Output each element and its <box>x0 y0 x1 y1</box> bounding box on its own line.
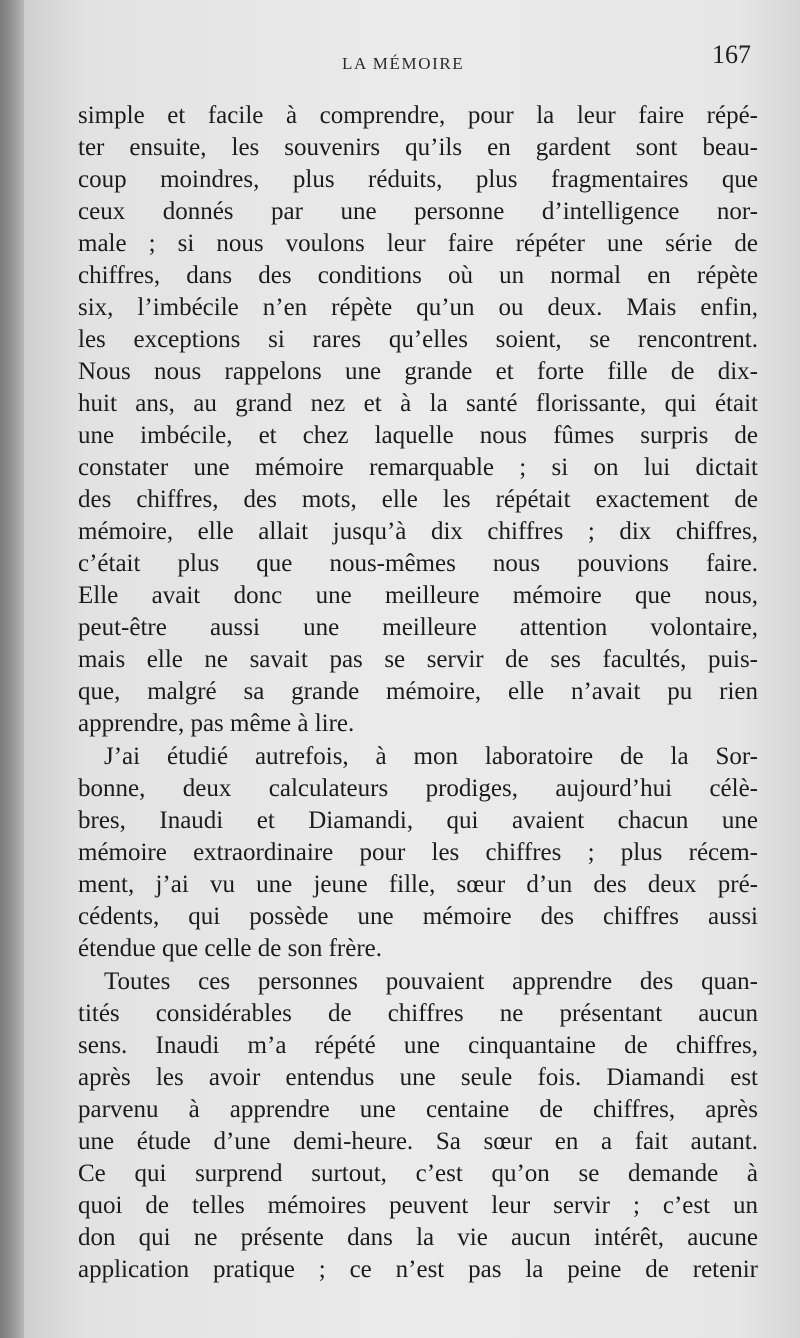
text-line: Nous nous rappelons une grande et forte fille de dix- <box>78 358 758 385</box>
text-line: sens. Inaudi m’a répété une cinquantaine de chiffres, <box>78 1032 758 1059</box>
text-line: après les avoir entendus une seule fois. Diamandi est <box>78 1064 758 1091</box>
text-line: bonne, deux calculateurs prodiges, aujourd’hui célè- <box>78 775 758 802</box>
text-line: coup moindres, plus réduits, plus fragmentaires que <box>78 166 758 193</box>
text-line: parvenu à apprendre une centaine de chiffres, après <box>78 1096 758 1123</box>
text-line: mais elle ne savait pas se servir de ses facultés, puis- <box>78 646 758 673</box>
text-line: ter ensuite, les souvenirs qu’ils en gardent sont beau- <box>78 134 758 161</box>
text-line: cédents, qui possède une mémoire des chiffres aussi <box>78 903 758 930</box>
text-line: six, l’imbécile n’en répète qu’un ou deux. Mais enfin, <box>78 294 758 321</box>
text-line: application pratique ; ce n’est pas la peine de retenir <box>78 1256 758 1283</box>
text-line: peut-être aussi une meilleure attention volontaire, <box>78 614 758 641</box>
text-line: mémoire extraordinaire pour les chiffres ; plus récem- <box>78 839 758 866</box>
text-line: mémoire, elle allait jusqu’à dix chiffres ; dix chiffres, <box>78 518 758 545</box>
text-line: quoi de telles mémoires peuvent leur servir ; c’est un <box>78 1192 758 1219</box>
page-edge-shadow <box>0 0 24 1338</box>
text-line: une imbécile, et chez laquelle nous fûmes surpris de <box>78 422 758 449</box>
text-line: chiffres, dans des conditions où un normal en répète <box>78 262 758 289</box>
text-line: des chiffres, des mots, elle les répétait exactement de <box>78 486 758 513</box>
text-line: J’ai étudié autrefois, à mon laboratoire de la Sor- <box>104 743 758 770</box>
text-line: les exceptions si rares qu’elles soient, se rencontrent. <box>78 326 758 353</box>
text-line: tités considérables de chiffres ne présentant aucun <box>78 1000 758 1027</box>
text-line: male ; si nous voulons leur faire répéter une série de <box>78 230 758 257</box>
text-line: ment, j’ai vu une jeune fille, sœur d’un des deux pré- <box>78 871 758 898</box>
text-line: Elle avait donc une meilleure mémoire que nous, <box>78 582 758 609</box>
text-line: Toutes ces personnes pouvaient apprendre des quan- <box>104 968 758 995</box>
text-line: simple et facile à comprendre, pour la leur faire répé- <box>78 102 758 129</box>
text-line: huit ans, au grand nez et à la santé florissante, qui était <box>78 390 758 417</box>
text-line: une étude d’une demi-heure. Sa sœur en a fait autant. <box>78 1128 758 1155</box>
text-line: bres, Inaudi et Diamandi, qui avaient chacun une <box>78 807 758 834</box>
text-line: ceux donnés par une personne d’intelligence nor- <box>78 198 758 225</box>
text-line: don qui ne présente dans la vie aucun intérêt, aucune <box>78 1224 758 1251</box>
text-line: que, malgré sa grande mémoire, elle n’avait pu rien <box>78 678 758 705</box>
text-line: apprendre, pas même à lire. <box>78 710 355 737</box>
page-number: 167 <box>712 40 751 69</box>
text-line: Ce qui surprend surtout, c’est qu’on se demande à <box>78 1160 758 1187</box>
running-head: LA MÉMOIRE <box>342 54 465 73</box>
text-line: constater une mémoire remarquable ; si on lui dictait <box>78 454 758 481</box>
text-line: étendue que celle de son frère. <box>78 935 383 962</box>
text-line: c’était plus que nous-mêmes nous pouvions faire. <box>78 550 758 577</box>
